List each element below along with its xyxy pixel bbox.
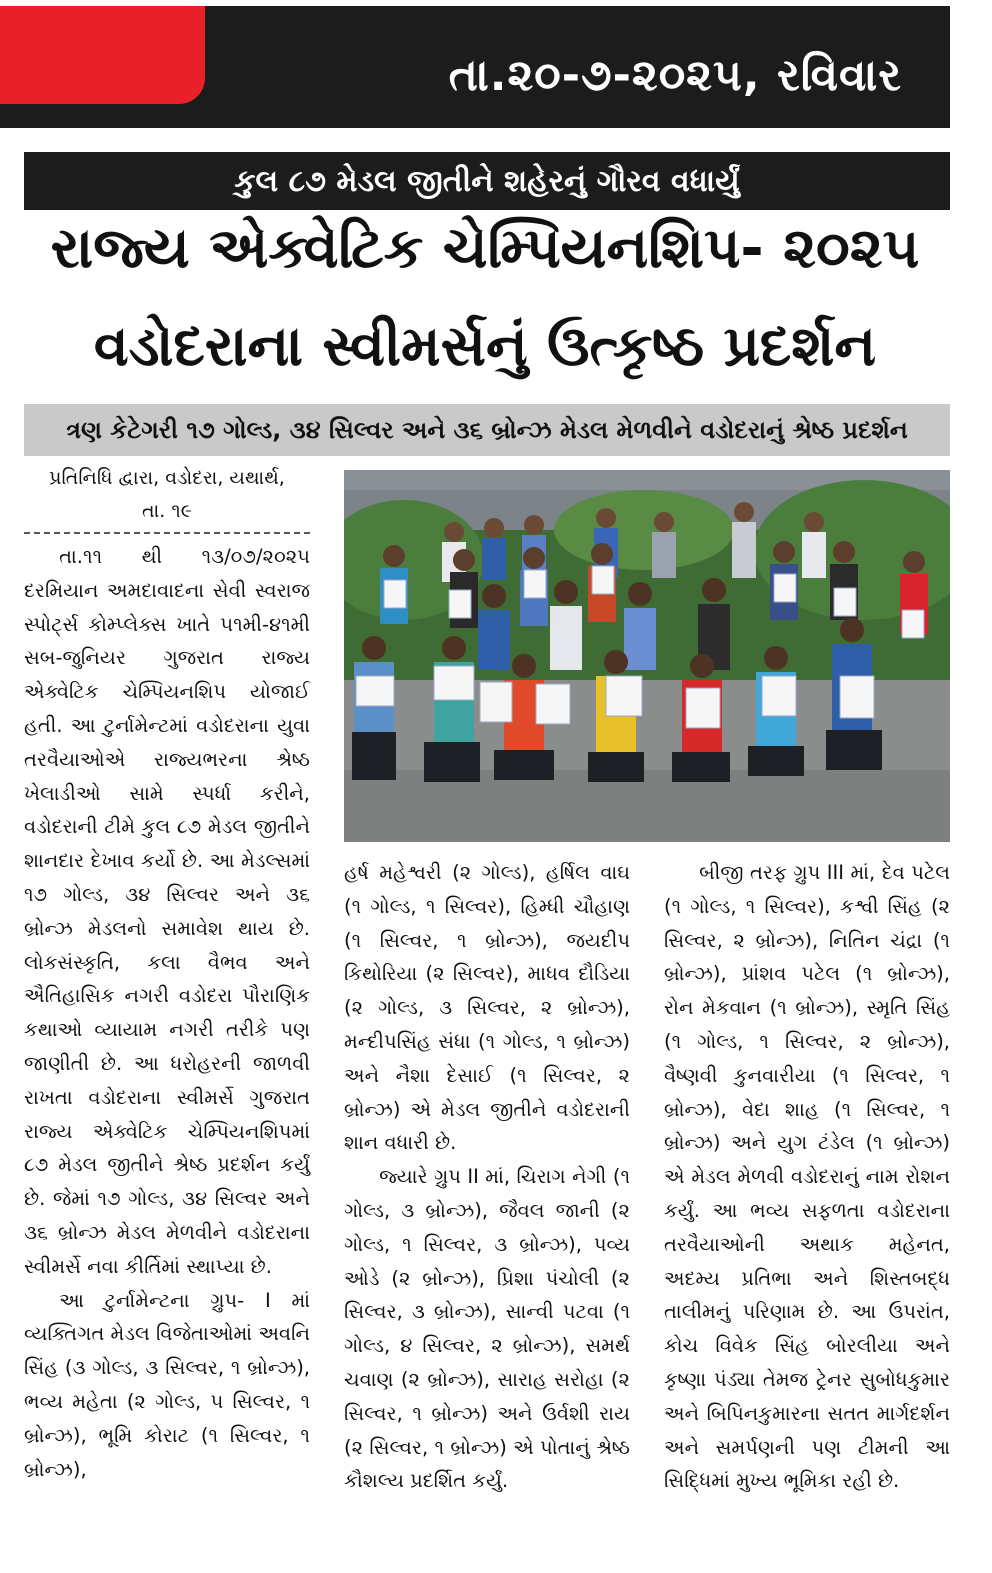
headline-line-1: રાજ્ય એક્વેટિક ચેમ્પિયનશિપ- ૨૦૨૫ xyxy=(50,216,920,281)
subheadline: ત્રણ કેટેગરી ૧૭ ગોલ્ડ, ૩૪ સિલ્વર અને ૩૬ બ્રોન્ઝ મેડલ મેળવીને વડોદરાનું શ્રેષ્ઠ પ્રદર્શન xyxy=(24,404,950,456)
byline-divider xyxy=(24,532,310,534)
team-photo xyxy=(344,470,950,842)
col3-paragraph-1: બીજી તરફ ગ્રુપ III માં, દેવ પટેલ (૧ ગોલ્ડ, ૧ સિલ્વર), કશ્વી સિંહ (૨ સિલ્વર, ૨ બ્રોન્ઝ), નિતિન ચંદ્રા (૧ બ્રોન્ઝ), પ્રાંશવ પટેલ (૧ બ્રોન્ઝ), રોન મેકવાન (૧ બ્રોન્ઝ), સ્મૃતિ સિંહ (૧ ગોલ્ડ, ૧ સિલ્વર, ૨ બ્રોન્ઝ), વૈષ્ણવી કુનવારીયા (૧ સિલ્વર, ૧ બ્રોન્ઝ), વેદા શાહ (૧ સિલ્વર, ૧ બ્રોન્ઝ) અને યુગ ટંડેલ (૧ બ્રોન્ઝ) એ મેડલ મેળવી વડોદરાનું નામ રોશન કર્યું. આ ભવ્ય સફળતા વડોદરાના તરવૈયાઓની અથાક મહેનત, અદમ્ય પ્રતિભા અને શિસ્તબદ્ધ તાલીમનું પરિણામ છે. આ ઉપરાંત, કોચ વિવેક સિંહ બોરલીયા અને કૃષ્ણા પંડ્યા તેમજ ટ્રેનર સુબોધકુમાર અને બિપિનકુમારના સતત માર્ગદર્શન અને સમર્પણની પણ ટીમની આ સિદ્ધિમાં મુખ્ય ભૂમિકા રહી છે. xyxy=(664,861,950,1493)
headline-line-2: વડોદરાના સ્વીમર્સનું ઉત્કૃષ્ઠ પ્રદર્શન xyxy=(93,314,877,379)
article-column-3 xyxy=(664,856,950,1498)
col2-paragraph-1: હર્ષ મહેશ્વરી (૨ ગોલ્ડ), હર્ષિલ વાઘ (૧ ગોલ્ડ, ૧ સિલ્વર), હિમ્ધી ચૌહાણ (૧ સિલ્વર, ૧ બ્રોન્ઝ), જયદીપ કિથોરિયા (૨ સિલ્વર), માધવ દૌડિયા (૨ ગોલ્ડ, ૩ સિલ્વર, ૨ બ્રોન્ઝ), મન્દીપસિંહ સંધા (૧ ગોલ્ડ, ૧ બ્રોન્ઝ) અને નૈશા દેસાઈ (૧ સિલ્વર, ૨ બ્રોન્ઝ) એ મેડલ જીતીને વડોદરાની શાન વધારી છે. xyxy=(344,861,630,1155)
strap-headline: કુલ ૮૭ મેડલ જીતીને શહેરનું ગૌરવ વધાર્યું xyxy=(24,152,950,210)
team-photo-illustration xyxy=(344,470,950,842)
dateline: તા.૨૦-૭-૨૦૨૫, રવિવાર xyxy=(448,50,902,101)
col1-paragraph-1: તા.૧૧ થી ૧૩/૦૭/૨૦૨૫ દરમિયાન અમદાવાદના સેવી સ્વરાજ સ્પોર્ટ્સ કોમ્પ્લેક્સ ખાતે ૫૧મી-૪૧મી સબ-જુનિયર ગુજરાત રાજ્ય એક્વેટિક ચેમ્પિયનશિપ યોજાઈ હતી. આ ટુર્નામેન્ટમાં વડોદરાના યુવા તરવૈયાઓએ રાજ્યભરના શ્રેષ્ઠ ખેલાડીઓ સામે સ્પર્ધા કરીને, વડોદરાની ટીમે કુલ ૮૭ મેડલ જીતીને શાનદાર દેખાવ કર્યો છે. આ મેડલ્સમાં ૧૭ ગોલ્ડ, ૩૪ સિલ્વર અને ૩૬ બ્રોન્ઝ મેડલનો સમાવેશ થાય છે. લોકસંસ્કૃતિ, કલા વૈભવ અને ઐતિહાસિક નગરી વડોદરા પૌરાણિક કથાઓ વ્યાયામ નગરી તરીકે પણ જાણીતી છે. આ ધરોહરની જાળવી રાખતા વડોદરાના સ્વીમર્સે ગુજરાત રાજ્ય એક્વેટિક ચેમ્પિયનશિપમાં ૮૭ મેડલ જીતીને શ્રેષ્ઠ પ્રદર્શન કર્યું છે. જેમાં ૧૭ ગોલ્ડ, ૩૪ સિલ્વર અને ૩૬ બ્રોન્ઝ મેડલ મેળવીને વડોદરાના સ્વીમર્સે નવા કીર્તિમાં સ્થાપ્યા છે. xyxy=(24,545,310,1278)
col2-paragraph-2: જ્યારે ગ્રુપ II માં, ચિરાગ નેગી (૧ ગોલ્ડ, ૩ બ્રોન્ઝ), જૈવલ જાની (૨ ગોલ્ડ, ૧ સિલ્વર, ૩ બ્રોન્ઝ), પવ્ય ઓડે (૨ બ્રોન્ઝ), પ્રિશા પંચોલી (૨ સિલ્વર, ૩ બ્રોન્ઝ), સાન્વી પટવા (૧ ગોલ્ડ, ૪ સિલ્વર, ૨ બ્રોન્ઝ), સમર્થ ચવાણ (૨ બ્રોન્ઝ), સારાહ સરોહા (૨ સિલ્વર, ૧ બ્રોન્ઝ) અને ઉર્વશી રાય (૨ સિલ્વર, ૧ બ્રોન્ઝ) એ પોતાનું શ્રેષ્ઠ કૌશલ્ય પ્રદર્શિત કર્યું. xyxy=(344,1165,630,1493)
article-column-2 xyxy=(344,856,630,1498)
byline-line-2: તા. ૧૯ xyxy=(142,500,192,522)
byline-line-1: પ્રતિનિધિ દ્વારા, વડોદરા, યથાર્થ, xyxy=(49,467,285,489)
masthead-red-tab xyxy=(0,6,205,104)
col1-paragraph-2: આ ટુર્નામેન્ટના ગ્રુપ- I માં વ્યક્તિગત મેડલ વિજેતાઓમાં અવનિ સિંહ (૩ ગોલ્ડ, ૩ સિલ્વર, ૧ બ્રોન્ઝ), ભવ્ય મહેતા (૨ ગોલ્ડ, ૫ સિલ્વર, ૧ બ્રોન્ઝ), ભૂમિ કોરાટ (૧ સિલ્વર, ૧ બ્રોન્ઝ), xyxy=(24,1288,310,1481)
article-column-1 xyxy=(24,462,310,1486)
masthead xyxy=(0,6,950,128)
